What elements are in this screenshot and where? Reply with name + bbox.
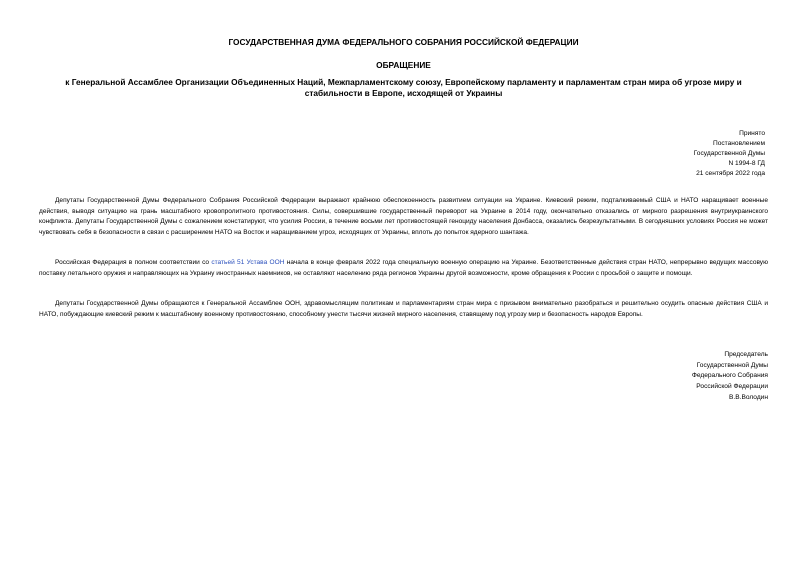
- adoption-number: N 1994-8 ГД: [728, 160, 765, 167]
- adoption-line: Принято: [739, 130, 765, 137]
- document-type: ОБРАЩЕНИЕ: [376, 60, 431, 70]
- adoption-block: [694, 129, 765, 179]
- adoption-line: Государственной Думы: [693, 150, 765, 157]
- paragraph-2-text-end: начала в конце февраля 2022 года специальную военную операцию на Украине. Безответственные действия стран НАТО, непрерывно ведущих массовую поставку летального оружия и направляющих на Украину иностранных наемников, не оставляют населению ряда регионов Украины другой возможности, кроме обращения к России с просьбой о защите и помощи.: [39, 259, 768, 277]
- paragraph-2: [39, 258, 768, 279]
- signature-block: [692, 350, 768, 404]
- signatory-title: Российской Федерации: [696, 383, 768, 391]
- signatory-title: Государственной Думы: [696, 361, 768, 369]
- document-subject: к Генеральной Ассамблее Организации Объединенных Наций, Межпарламентскому союзу, Европейскому парламенту и парламентам стран мира об угрозе миру и стабильности в Европе, исходящей от Украины: [65, 77, 742, 98]
- article-51-link[interactable]: статьей 51 Устава ООН: [211, 259, 285, 266]
- adoption-date: 21 сентября 2022 года: [696, 170, 765, 177]
- paragraph-1: Депутаты Государственной Думы Федерального Собрания Российской Федерации выражают крайнюю обеспокоенность развитием ситуации на Украине. Киевский режим, подталкиваемый США и НАТО наращивает военные действия, выводя ситуацию на грань масштабного кровопролитного противостояния. Силы, совершившие государственный переворот на Украине в 2014 году, окончательно отказались от мирного разрешения внутриукраинского конфликта. Депутаты Государственной Думы с сожалением констатируют, что усилия России, в течение восьми лет противостоящей геноциду населения Донбасса, оказались безрезультатными. В сегодняшних условиях Россия не может чувствовать себя в безопасности в связи с расширением НАТО на Восток и наращиванием угроз, исходящих от Украины, вплоть до попыток ядерного шантажа.: [39, 197, 768, 236]
- signatory-title: Председатель: [724, 351, 768, 358]
- paragraph-3: Депутаты Государственной Думы обращаются к Генеральной Ассамблее ООН, здравомыслящим политикам и парламентариям стран мира с призывом внимательно разобраться и решительно осудить опасные действия США и НАТО, побуждающие киевский режим к масштабному военному противостоянию, способному унести тысячи жизней мирного населения, ставящему под угрозу мир и безопасность народов Европы.: [39, 300, 768, 318]
- paragraph-2-text-start: Российская Федерация в полном соответствии со: [55, 259, 212, 266]
- signatory-title: Федерального Собрания: [691, 372, 768, 380]
- adoption-line: Постановлением: [712, 140, 765, 147]
- issuing-authority: ГОСУДАРСТВЕННАЯ ДУМА ФЕДЕРАЛЬНОГО СОБРАНИЯ РОССИЙСКОЙ ФЕДЕРАЦИИ: [228, 37, 579, 47]
- signatory-name: В.В.Володин: [729, 393, 768, 401]
